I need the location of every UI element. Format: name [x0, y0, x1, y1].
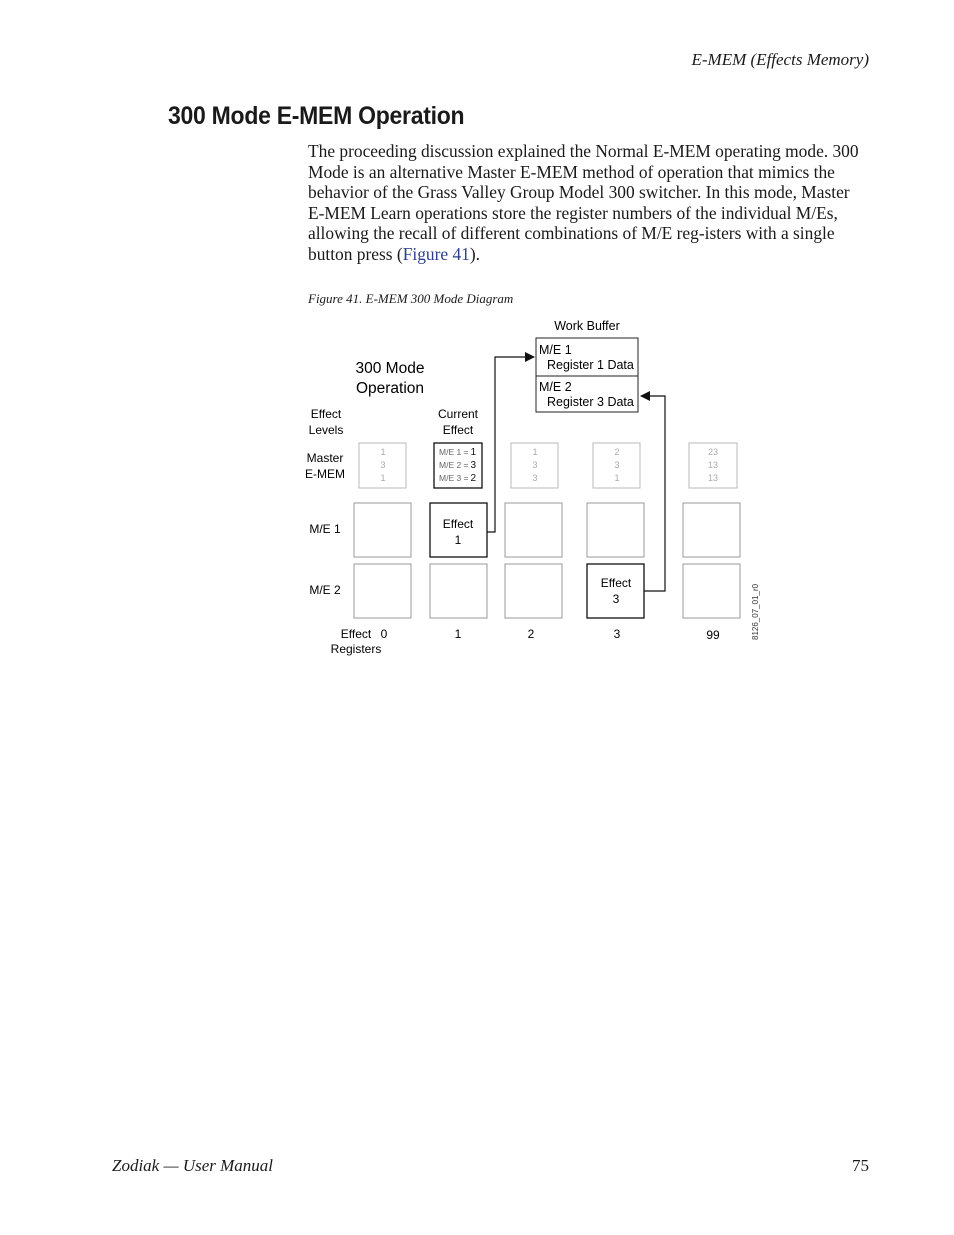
me1-register-3[interactable]	[587, 503, 644, 557]
current-value-me2: 3	[470, 460, 476, 471]
body-paragraph	[308, 141, 870, 264]
effect1-label-line1: Effect	[442, 517, 474, 531]
registers-label-line2: Registers	[330, 642, 382, 656]
me1-register-0[interactable]	[354, 503, 411, 557]
master-3-value-3: 1	[614, 473, 620, 483]
running-header: E-MEM (Effects Memory)	[691, 50, 869, 69]
master-3-value-2: 3	[614, 460, 620, 470]
me2-register-3-active[interactable]	[587, 564, 644, 618]
figure-id: 8126_07_01_r0	[751, 583, 760, 640]
me1-register-2[interactable]	[505, 503, 562, 557]
master-1-label-me3: M/E 3 =	[439, 473, 469, 483]
master-3-value-1: 2	[614, 447, 620, 457]
effect3-label-line1: Effect	[600, 576, 632, 590]
master-1-label-me2: M/E 2 =	[439, 460, 469, 470]
work-buffer-me1: M/E 1	[539, 343, 572, 357]
register-number-1: 1	[454, 627, 462, 641]
me2-register-1[interactable]	[430, 564, 487, 618]
emem-300-mode-diagram	[290, 310, 790, 670]
me2-register-99[interactable]	[683, 564, 740, 618]
figure-41-link[interactable]: Figure 41	[402, 243, 470, 264]
me2-register-0[interactable]	[354, 564, 411, 618]
register-number-3: 3	[613, 627, 621, 641]
work-buffer-me2: M/E 2	[539, 380, 572, 394]
master-1-label-me1: M/E 1 =	[439, 447, 469, 457]
master-99-value-1: 23	[707, 447, 719, 457]
work-buffer-me2-data: Register 3 Data	[547, 395, 634, 409]
master-emem-line2: E-MEM	[305, 467, 345, 481]
body-text-before: The proceeding discussion explained the Normal E-MEM operating mode. 300 Mode is an alternative Master E-MEM method of operation that mimics the behavior of the Grass Valley Group Model 300 switcher. In this mode, Master E-MEM Learn operations store the register numbers of the individual M/Es, allowing the recall of different combinations of M/E reg-isters with a single button press (	[308, 141, 859, 264]
master-2-value-1: 1	[532, 447, 538, 457]
master-2-value-2: 3	[532, 460, 538, 470]
me2-register-2[interactable]	[505, 564, 562, 618]
master-99-value-2: 13	[707, 460, 719, 470]
master-0-value-1: 1	[380, 447, 386, 457]
row-label-me1: M/E 1	[309, 522, 341, 536]
master-emem-line1: Master	[306, 451, 344, 465]
effect-levels-line2: Levels	[308, 423, 344, 437]
current-value-me1: 1	[470, 447, 476, 458]
me1-register-99[interactable]	[683, 503, 740, 557]
body-text-after: ).	[469, 243, 480, 264]
register-number-99: 99	[706, 628, 720, 642]
current-effect-line1: Current	[437, 407, 479, 421]
effect3-label-line2: 3	[612, 592, 620, 606]
footer-manual-title: Zodiak — User Manual	[112, 1156, 274, 1175]
current-effect-line2: Effect	[442, 423, 474, 437]
arrow-effect3-to-work-buffer	[641, 396, 665, 591]
master-2-value-3: 3	[532, 473, 538, 483]
master-0-value-2: 3	[380, 460, 386, 470]
work-buffer-me1-data: Register 1 Data	[547, 358, 634, 372]
effect1-label-line2: 1	[454, 533, 462, 547]
footer-page-number: 75	[852, 1156, 869, 1175]
row-label-me2: M/E 2	[309, 583, 341, 597]
figure-caption: Figure 41. E-MEM 300 Mode Diagram	[308, 291, 514, 306]
current-value-me3: 2	[470, 473, 476, 484]
registers-label-line1: Effect	[340, 627, 372, 641]
register-number-0: 0	[380, 627, 388, 641]
register-number-2: 2	[527, 627, 535, 641]
effect-levels-line1: Effect	[310, 407, 342, 421]
mode-title-line2: Operation	[355, 380, 425, 397]
mode-title-line1: 300 Mode	[355, 360, 425, 377]
master-99-value-3: 13	[707, 473, 719, 483]
section-title: 300 Mode E-MEM Operation	[168, 102, 465, 130]
master-0-value-3: 1	[380, 473, 386, 483]
work-buffer-label: Work Buffer	[554, 319, 620, 333]
